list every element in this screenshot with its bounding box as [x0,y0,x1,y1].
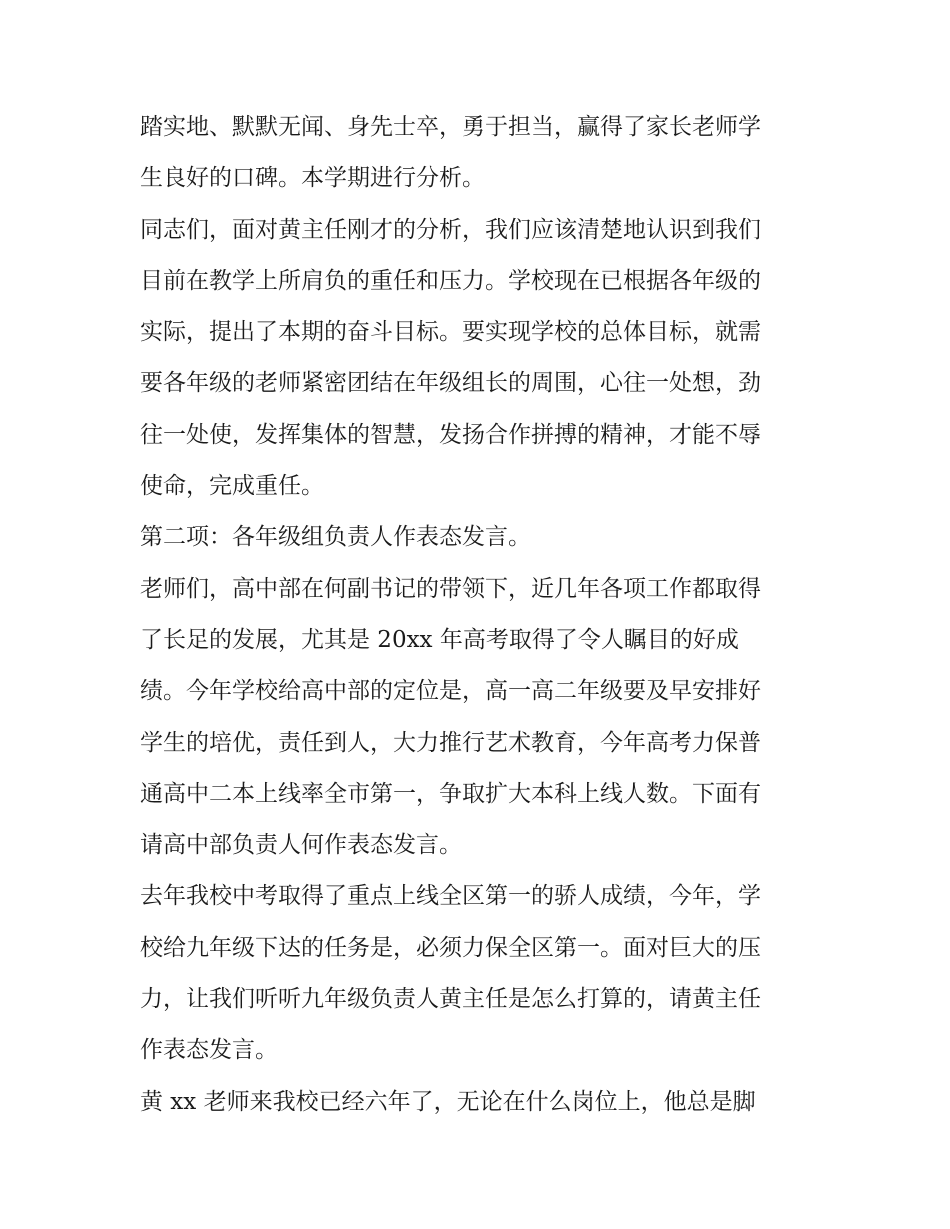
text-line: 请高中部负责人何作表态发言。 [140,832,462,859]
text-line: 通高中二本上线率全市第一，争取扩大本科上线人数。下面有 [140,780,761,807]
text-line: 黄 xx 老师来我校已经六年了，无论在什么岗位上，他总是脚 [140,1088,756,1115]
text-line: 校给九年级下达的任务是，必须力保全区第一。面对巨大的压 [140,934,761,961]
text-line: 目前在教学上所肩负的重任和压力。学校现在已根据各年级的 [140,267,761,294]
text-line: 绩。今年学校给高中部的定位是，高一高二年级要及早安排好 [140,678,761,705]
text-line: 实际，提出了本期的奋斗目标。要实现学校的总体目标，就需 [140,319,761,346]
text-line: 生良好的口碑。本学期进行分析。 [140,165,485,192]
text-line: 第二项：各年级组负责人作表态发言。 [140,524,531,551]
text-line: 老师们，高中部在何副书记的带领下，近几年各项工作都取得 [140,575,761,602]
text-line: 使命，完成重任。 [140,473,324,500]
text-line: 踏实地、默默无闻、身先士卒，勇于担当，赢得了家长老师学 [140,114,761,140]
text-line: 作表态发言。 [140,1037,278,1064]
text-line: 同志们，面对黄主任刚才的分析，我们应该清楚地认识到我们 [140,216,761,243]
text-line: 学生的培优，责任到人，大力推行艺术教育，今年高考力保普 [140,729,761,756]
text-line: 要各年级的老师紧密团结在年级组长的周围，心往一处想，劲 [140,370,761,397]
body-text [140,102,820,1128]
text-line: 了长足的发展，尤其是 20xx 年高考取得了令人瞩目的好成 [140,626,739,653]
text-line: 去年我校中考取得了重点上线全区第一的骄人成绩，今年，学 [140,883,761,910]
text-line: 力，让我们听听九年级负责人黄主任是怎么打算的，请黄主任 [140,986,761,1013]
text-line: 往一处使，发挥集体的智慧，发扬合作拼搏的精神，才能不辱 [140,421,761,448]
